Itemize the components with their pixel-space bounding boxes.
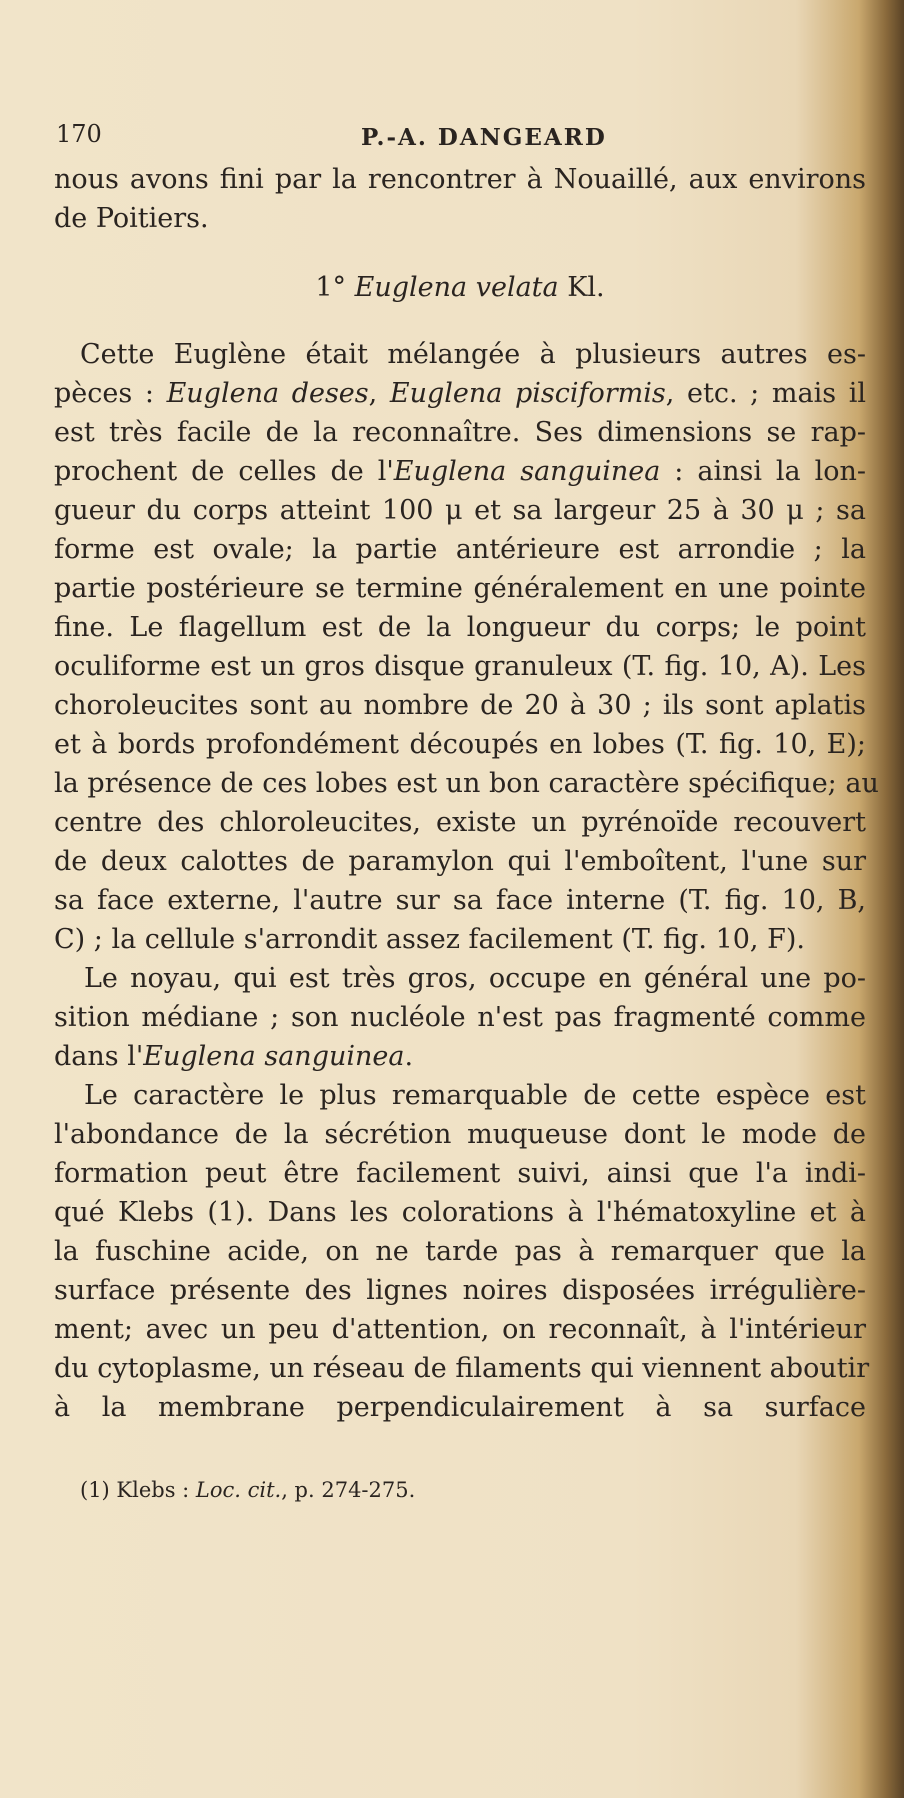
text-line: forme est ovale; la partie antérieure est arrondie ; la xyxy=(54,534,866,565)
text-line: l'abondance de la sécrétion muqueuse dont le mode de xyxy=(54,1119,866,1150)
text-line: à la membrane perpendiculairement à sa surface xyxy=(54,1392,866,1423)
text-line: ment; avec un peu d'attention, on reconnaît, à l'intérieur xyxy=(54,1314,866,1345)
text-line: oculiforme est un gros disque granuleux (T. fig. 10, A). Les xyxy=(54,651,866,682)
text-line: la fuschine acide, on ne tarde pas à remarquer que la xyxy=(54,1236,866,1267)
text-line: et à bords profondément découpés en lobes (T. fig. 10, E); xyxy=(54,729,866,760)
text-line: formation peut être facilement suivi, ainsi que l'a indi- xyxy=(54,1158,866,1189)
text-line: Le noyau, qui est très gros, occupe en général une po- xyxy=(84,963,866,994)
text-line: sition médiane ; son nucléole n'est pas fragmenté comme xyxy=(54,1002,866,1033)
section-heading: 1° Euglena velata Kl. xyxy=(315,272,605,303)
text-line: nous avons fini par la rencontrer à Nouaillé, aux environs xyxy=(54,164,866,195)
text-line: partie postérieure se termine généralement en une pointe xyxy=(54,573,866,604)
text-line: C) ; la cellule s'arrondit assez facilement (T. fig. 10, F). xyxy=(54,924,805,955)
text-line: Cette Euglène était mélangée à plusieurs autres es- xyxy=(80,339,866,370)
text-line: sa face externe, l'autre sur sa face interne (T. fig. 10, B, xyxy=(54,885,866,916)
text-line: du cytoplasme, un réseau de filaments qui viennent aboutir xyxy=(54,1353,870,1384)
running-author: P.-A. DANGEARD xyxy=(361,124,607,151)
text-line: de Poitiers. xyxy=(54,203,209,234)
text-line: pèces : Euglena deses, Euglena pisciformis, etc. ; mais il xyxy=(54,378,866,409)
text-line: la présence de ces lobes est un bon caractère spécifique; au xyxy=(54,768,879,799)
text-line: qué Klebs (1). Dans les colorations à l'hématoxyline et à xyxy=(54,1197,866,1228)
text-line: choroleucites sont au nombre de 20 à 30 ; ils sont aplatis xyxy=(54,690,866,721)
text-line: est très facile de la reconnaître. Ses dimensions se rap- xyxy=(54,417,866,448)
text-line: surface présente des lignes noires disposées irrégulière- xyxy=(54,1275,866,1306)
running-header xyxy=(56,112,856,152)
text-line: centre des chloroleucites, existe un pyrénoïde recouvert xyxy=(54,807,866,838)
text-line: de deux calottes de paramylon qui l'emboîtent, l'une sur xyxy=(54,846,866,877)
text-line: gueur du corps atteint 100 μ et sa largeur 25 à 30 μ ; sa xyxy=(54,495,866,526)
text-line: prochent de celles de l'Euglena sanguinea : ainsi la lon- xyxy=(54,456,866,487)
text-line: Le caractère le plus remarquable de cette espèce est xyxy=(84,1080,866,1111)
footnote: (1) Klebs : Loc. cit., p. 274-275. xyxy=(80,1478,416,1502)
body-text xyxy=(54,160,879,1427)
text-line: fine. Le flagellum est de la longueur du corps; le point xyxy=(54,612,866,643)
page-number: 170 xyxy=(56,120,102,148)
text-line: dans l'Euglena sanguinea. xyxy=(54,1041,414,1072)
